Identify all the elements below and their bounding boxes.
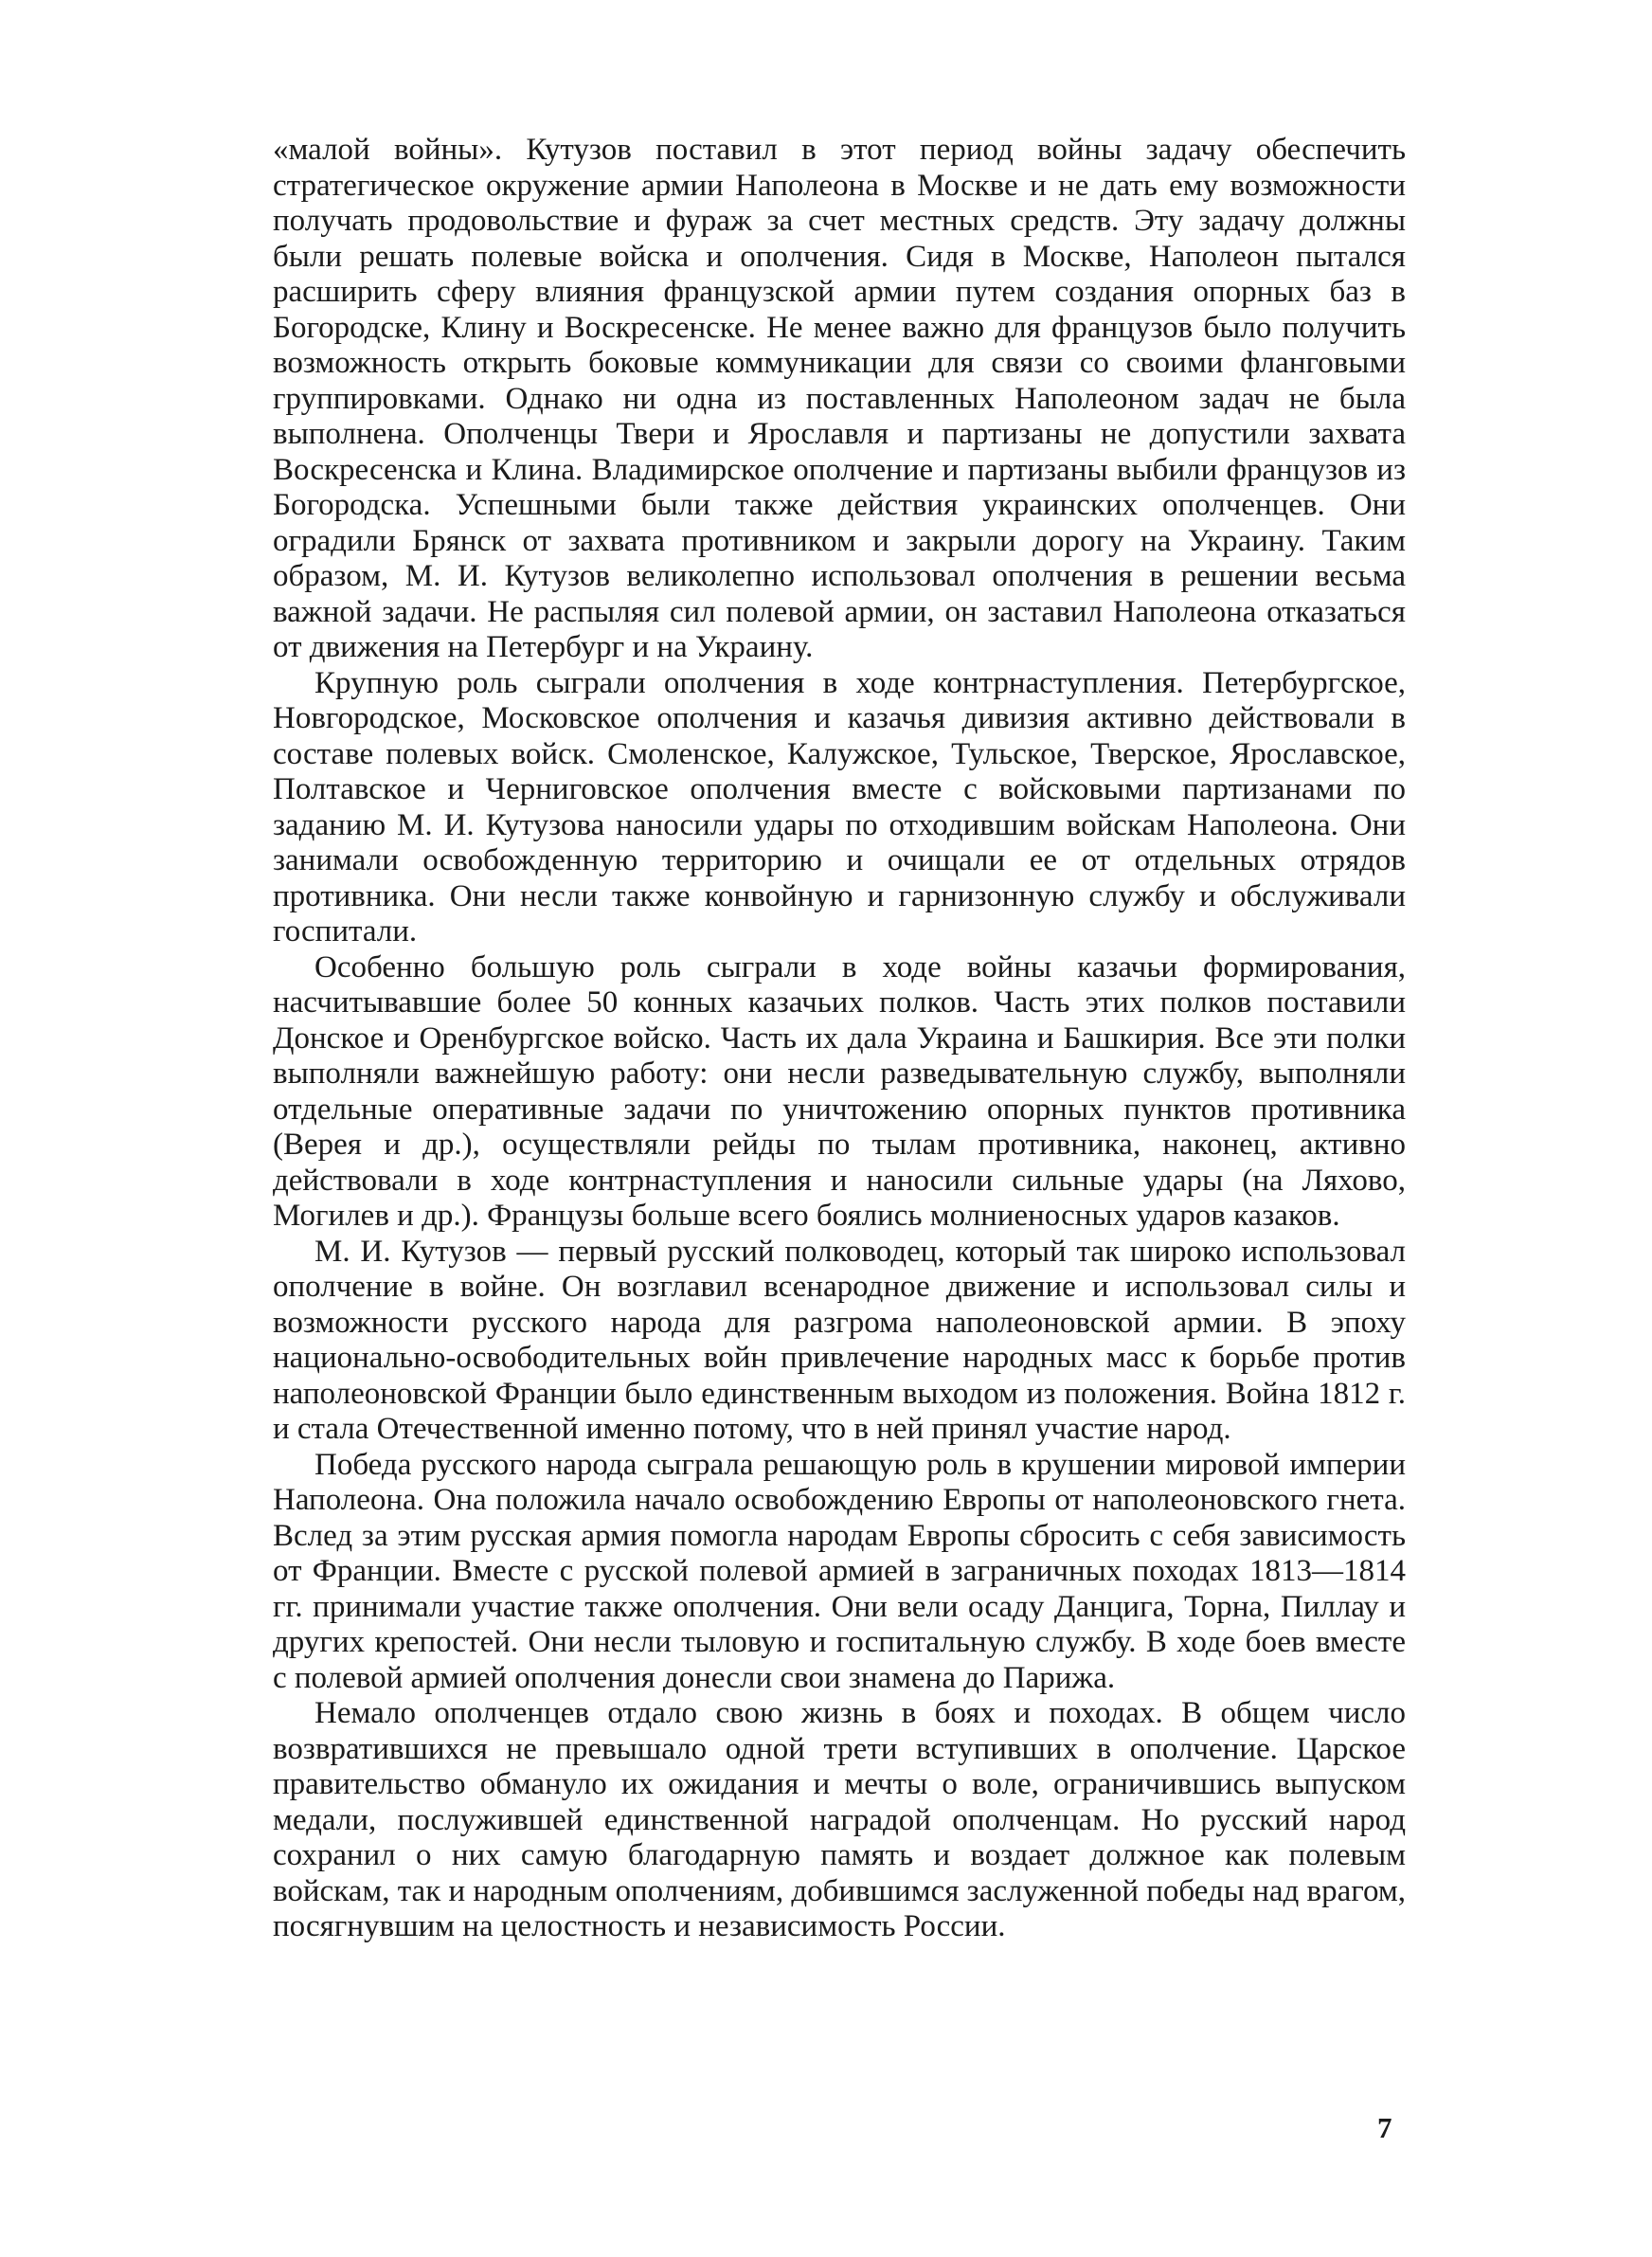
paragraph-1: «малой войны». Кутузов поставил в этот период войны задачу обеспечить стратегическое окружение армии Наполеона в Москве и не дать ему возможности получать продовольствие и фураж за счет местных средств. Эту задачу должны были решать полевые войска и ополчения. Сидя в Москве, Наполеон пытался расширить сферу влияния французской армии путем создания опорных баз в Богородске, Клину и Воскресенске. Не менее важно для французов было получить возможность открыть боковые коммуникации для связи со своими фланговыми группировками. Однако ни одна из поставленных Наполеоном задач не была выполнена. Ополченцы Твери и Ярославля и партизаны не допустили захвата Воскресенска и Клина. Владимирское ополчение и партизаны выбили французов из Богородска. Успешными были также действия украинских ополченцев. Они оградили Брянск от захвата противником и закрыли дорогу на Украину. Таким образом, М. И. Кутузов великолепно использовал ополчения в решении весьма важной задачи. Не распыляя сил полевой армии, он заставил Наполеона отказаться от движения на Петербург и на Украину. xyxy=(273,133,1406,664)
paragraph-3: Особенно большую роль сыграли в ходе войны казачьи формирования, насчитывавшие более 50 конных казачьих полков. Часть этих полков поставили Донское и Оренбургское войско. Часть их дала Украина и Башкирия. Все эти полки выполняли важнейшую работу: они несли разведывательную службу, выполняли отдельные оперативные задачи по уничтожению опорных пунктов противника (Верея и др.), осуществляли рейды по тылам противника, наконец, активно действовали в ходе контрнаступления и наносили сильные удары (на Ляхово, Могилев и др.). Французы больше всего боялись молниеносных ударов казаков. xyxy=(273,949,1406,1233)
paragraph-2: Крупную роль сыграли ополчения в ходе контрнаступления. Петербургское, Новгородское, Московское ополчения и казачья дивизия активно действовали в составе полевых войск. Смоленское, Калужское, Тульское, Тверское, Ярославское, Полтавское и Черниговское ополчения вместе с войсковыми партизанами по заданию М. И. Кутузова наносили удары по отходившим войскам Наполеона. Они занимали освобожденную территорию и очищали ее от отдельных отрядов противника. Они несли также конвойную и гарнизонную службу и обслуживали госпитали. xyxy=(273,665,1406,948)
page-text xyxy=(273,133,1406,1945)
page-number: 7 xyxy=(1377,2111,1392,2144)
paragraph-6: Немало ополченцев отдало свою жизнь в боях и походах. В общем число возвратившихся не превышало одной трети вступивших в ополчение. Царское правительство обмануло их ожидания и мечты о воле, ограничившись выпуском медали, послужившей единственной наградой ополченцам. Но русский народ сохранил о них самую благодарную память и воздает должное как полевым войскам, так и народным ополчениям, добившимся заслуженной победы над врагом, посягнувшим на целостность и независимость России. xyxy=(273,1696,1407,1943)
paragraph-5: Победа русского народа сыграла решающую роль в крушении мировой империи Наполеона. Она положила начало освобождению Европы от наполеоновского гнета. Вслед за этим русская армия помогла народам Европы сбросить с себя зависимость от Франции. Вместе с русской полевой армией в заграничных походах 1813—1814 гг. принимали участие также ополчения. Они вели осаду Данцига, Торна, Пиллау и других крепостей. Они несли тыловую и госпитальную службу. В ходе боев вместе с полевой армией ополчения донесли свои знамена до Парижа. xyxy=(273,1447,1406,1695)
paragraph-4: М. И. Кутузов — первый русский полководец, который так широко использовал ополчение в войне. Он возглавил всенародное движение и использовал силы и возможности русского народа для разгрома наполеоновской армии. В эпоху национально-освободительных войн привлечение народных масс к борьбе против наполеоновской Франции было единственным выходом из положения. Война 1812 г. и стала Отечественной именно потому, что в ней принял участие народ. xyxy=(273,1234,1406,1446)
